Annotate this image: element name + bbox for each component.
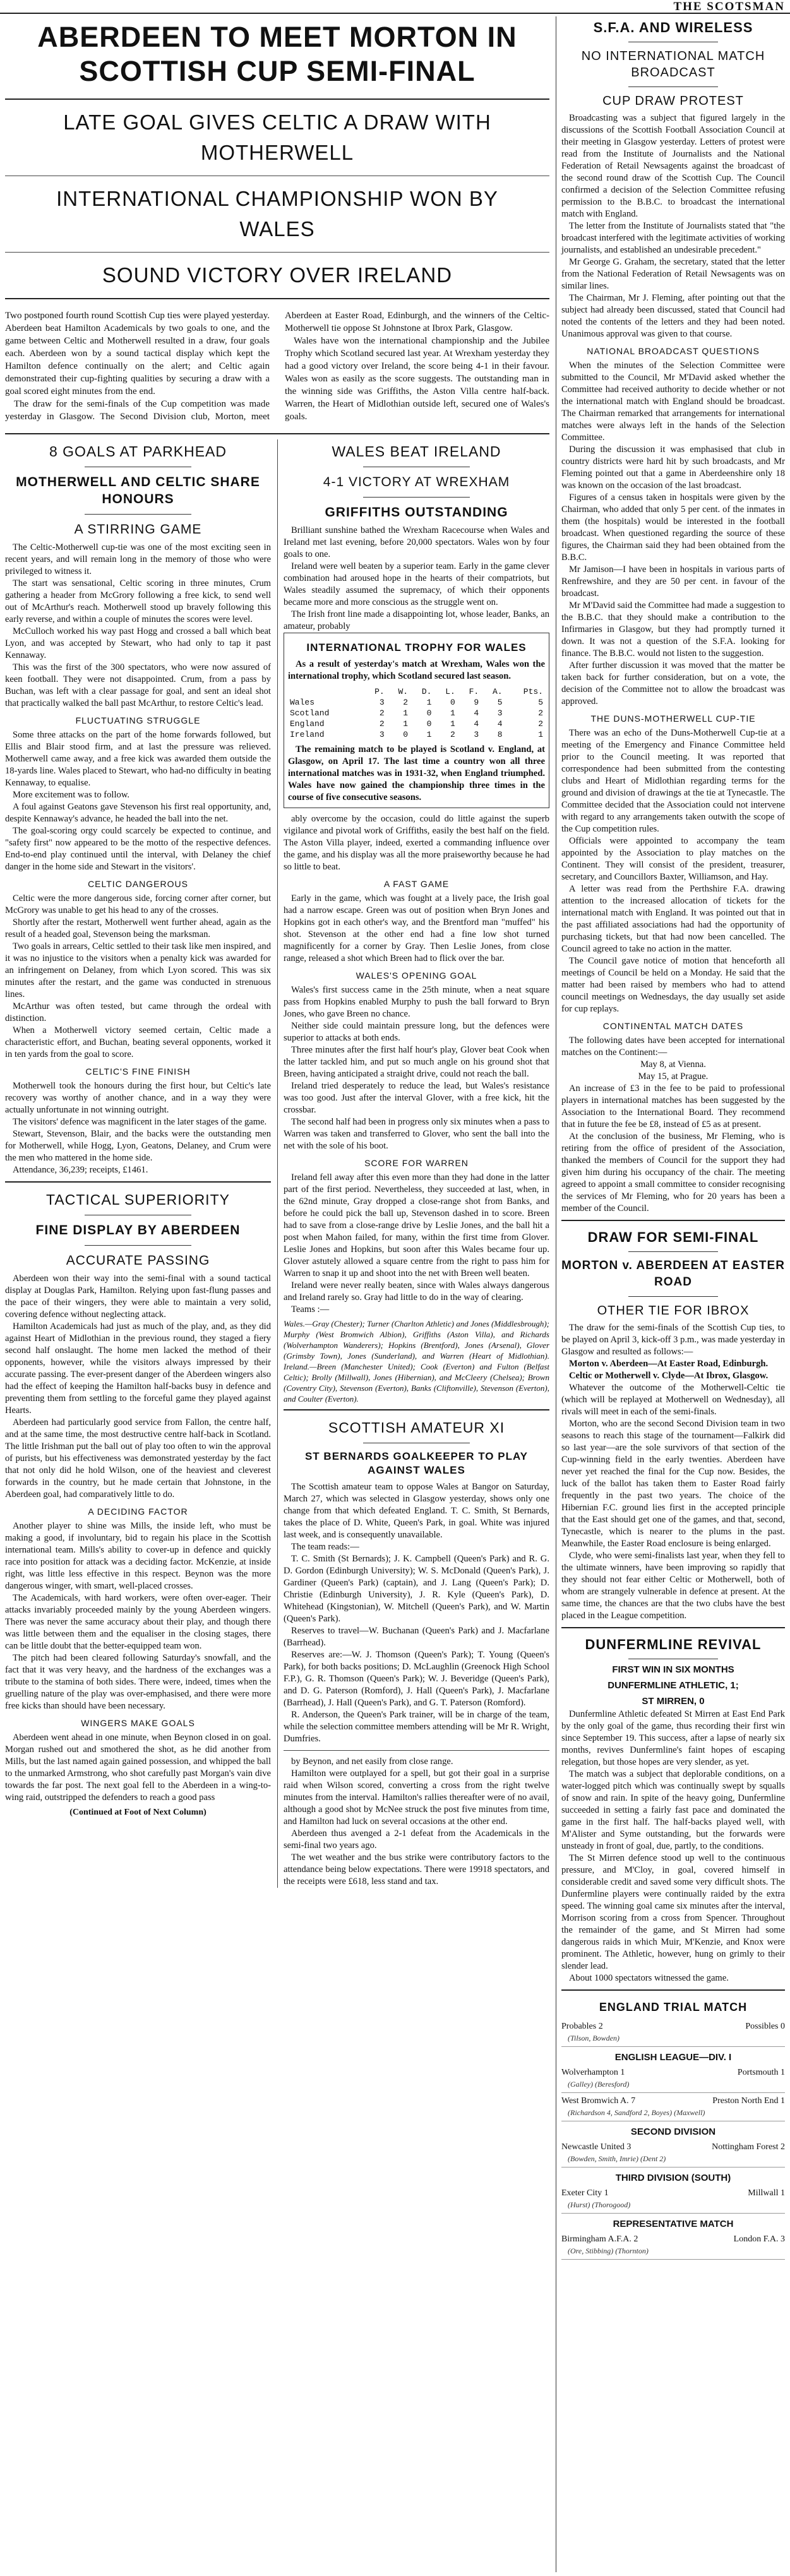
- article-columns: [5, 439, 549, 1888]
- subheadline-celtic: LATE GOAL GIVES CELTIC A DRAW WITH MOTHERWELL: [63, 110, 491, 164]
- paragraph: The second half had been in progress only six minutes when a pass to Warren was taken and transferred to Glover, who sent the ball into the net with the sole of his boot.: [284, 1117, 549, 1151]
- table-cell: 1: [403, 708, 409, 718]
- table-cell: 1: [538, 730, 543, 739]
- divider: [561, 1989, 785, 1991]
- box-intro: [288, 659, 545, 683]
- table-header: Pts.: [523, 687, 543, 696]
- table-cell: 2: [403, 698, 409, 707]
- paragraph: A foul against Geatons gave Stevenson his first real opportunity, and, despite Kennaway's advance, he headed the ball into the net.: [5, 802, 271, 824]
- article-subhead: ST BERNARDS GOALKEEPER TO PLAY AGAINST WALES: [304, 1450, 529, 1476]
- paragraph: Ireland were well beaten by a superior team. Early in the game clever combination had aroused hope in the hearts of their compatriots, but Wales steadily assumed the supremacy, of which their opponents became more and more conscious as the struggle went on.: [284, 561, 549, 607]
- paragraph: The visitors' defence was magnificent in the later stages of the game.: [13, 1117, 267, 1127]
- paragraph: The match was a subject that deplorable conditions, on a water-logged pitch which was continually swept by squalls of snow and rain. In spite of the heavy going, Dunfermline succeeded in setting a fairly fast pace and dominated the game in the first half. The half-backs played well, with M'Alister and Syme outstanding, but the forwards were unsteady in front of goal, due, partly, to the conditions.: [561, 1769, 785, 1851]
- divider: [5, 98, 549, 100]
- article-head: DRAW FOR SEMI-FINAL: [587, 1229, 759, 1245]
- result-home-team: Probables 2: [561, 2022, 603, 2031]
- result-away-team: Portsmouth 1: [737, 2068, 785, 2077]
- paragraph: At the conclusion of the business, Mr Fleming, who is retiring from the office of president of the Association, thanked the members of Council for the support they had given him during his occupancy of the chair. The meeting agreed to appoint a small committee to consider recognising the services of Mr Fleming, who for 20 years has been a member of the Council.: [561, 1131, 785, 1213]
- rule: [363, 497, 469, 498]
- table-cell: 5: [538, 698, 543, 707]
- box-outro: [288, 744, 545, 804]
- paragraph: Reserves to travel—W. Buchanan (Queen's Park) and J. Macfarlane (Barrhead).: [284, 1626, 549, 1648]
- table-cell: 4: [474, 719, 479, 729]
- result-away: ST MIRREN, 0: [642, 1696, 705, 1707]
- crosshead: SCORE FOR WARREN: [364, 1158, 469, 1168]
- result-scorers: (Tilson, Bowden): [568, 2034, 620, 2042]
- article-head: WALES BEAT IRELAND: [332, 443, 501, 460]
- paragraph: This was the first of the 300 spectators, who were now assured of keen football. They were not disappointed. Crum, from a pass by Buchan, was left with a clear passage for goal, and sent an ideal shot that practically walked the ball past McArthur, to restore Celtic's lead.: [5, 662, 271, 708]
- paragraph: Shortly after the restart, Motherwell went further ahead, again as the result of a headed goal, Stevenson being the marksman.: [5, 917, 271, 939]
- results-section-head: REPRESENTATIVE MATCH: [613, 2219, 734, 2229]
- paragraph: Three minutes after the first half hour's play, Glover beat Cook when the latter tackled him, and put so much angle on his ground shot that Breen, having anticipated a straight drive, could not reach the ball.: [284, 1045, 549, 1079]
- paragraph: Whatever the outcome of the Motherwell-Celtic tie (which will be replayed at Motherwell on Wednesday), all rivals will meet in each of the semi-finals.: [561, 1383, 785, 1417]
- crosshead: NATIONAL BROADCAST QUESTIONS: [587, 346, 760, 356]
- paragraph: After further discussion it was moved that the matter be taken back for further consideration, but on a vote, the decision of the Committee not to allow the broadcast was approved.: [561, 660, 785, 707]
- subheadline-wales: INTERNATIONAL CHAMPIONSHIP WON BY WALES: [56, 187, 498, 241]
- divider: [5, 433, 549, 434]
- paragraph: Ireland tried desperately to reduce the lead, but Wales's resistance was too good. Just after the interval Glover, with a free kick, hit the crossbar.: [284, 1081, 549, 1115]
- crosshead: A DECIDING FACTOR: [88, 1506, 188, 1517]
- divider: [561, 1627, 785, 1628]
- masthead: THE SCOTSMAN: [673, 0, 785, 13]
- result-scorers: (Hurst) (Thorogood): [568, 2200, 631, 2209]
- result-away-team: London F.A. 3: [733, 2234, 785, 2244]
- table-cell: 2: [379, 719, 385, 729]
- article-body: [561, 112, 785, 1215]
- table-row: [288, 708, 545, 719]
- article-subhead: A STIRRING GAME: [74, 522, 202, 537]
- result-away-team: Possibles 0: [745, 2022, 785, 2031]
- results-section-head: SECOND DIVISION: [630, 2126, 716, 2137]
- intro-paragraph: The draw for the semi-finals of the Cup competition was made yesterday in Glasgow. The Second Division club, Morton, meet Aberdeen at Easter Road, Edinburgh, and the winners of the Celtic-Motherwell tie oppose St Johnstone at Ibrox Park, Glasgow.: [5, 311, 549, 422]
- result-row: [561, 2018, 785, 2047]
- result-row: [561, 2185, 785, 2214]
- paragraph: Clyde, who were semi-finalists last year, when they fell to the ultimate winners, have been improving so rapidly that they should not fear either Celtic or Motherwell, both of whom are strangely vulnerable in defence at present. At the same time, the chances are that the two clubs have the best placed in the League competition.: [561, 1551, 785, 1621]
- table-header: F.: [469, 687, 479, 696]
- paragraph: McCulloch worked his way past Hogg and crossed a ball which beat Lyon, and was accepted by Stewart, who had only to tap it past Kennaway.: [5, 626, 271, 660]
- paragraph: Wales's first success came in the 25th minute, when a neat square pass from Hopkins enabled Murphy to push the ball forward to Bryn Jones, who gave Breen no chance.: [284, 985, 549, 1019]
- column-parkhead: [5, 439, 271, 1888]
- rule: [85, 514, 191, 515]
- table-header-row: [288, 686, 545, 697]
- rule: [628, 86, 718, 87]
- paragraph: The team reads:—: [291, 1542, 359, 1552]
- paragraph: Another player to shine was Mills, the inside left, who must be making a good, if involuntary, bid to regain his place in the Scottish international team. Mills's ability to cover-up in defence and quickly race into position for attack was a deciding factor. McKenzie, at inside right, was little less effective in this respect. Beynon was the more dangerous winger, with smart, well-placed crosses.: [5, 1521, 271, 1591]
- table-cell: Scotland: [290, 708, 330, 718]
- paragraph: The Academicals, with hard workers, were often over-eager. Their attacks invariably proceeded mainly by the young Aberdeen wingers. There was never the same accuracy about their play, and though there was little between them and the equaliser in the closing stages, there can be little doubt that the better-equipped team won.: [5, 1593, 271, 1651]
- intro-paragraph: Two postponed fourth round Scottish Cup ties were played yesterday. Aberdeen beat Hamilton Academicals by two goals to one, and the game between Celtic and Motherwell resulted in a draw, four goals each. Aberdeen won by a sound tactical display which kept the Hamilton defence continually on the alert; and Celtic again demonstrated their cup-fighting qualities by securing a draw with a goal scored eight minutes from the end.: [5, 311, 270, 397]
- subheadline-ireland: SOUND VICTORY OVER IRELAND: [102, 263, 453, 287]
- paragraph: Attendance, 36,239; receipts, £1461.: [13, 1165, 148, 1175]
- article-subhead: FIRST WIN IN SIX MONTHS: [612, 1664, 734, 1675]
- paragraph: Ireland fell away after this even more than they had done in the latter part of the first period. Nevertheless, they succeeded at last, when, in the 62nd minute, Gray dropped a close-range shot from Banks, and before he could pick the ball up, Stevenson dashed in to score. Breen had to save from a close-range drive by Leslie Jones, and the ball hit a post when Mahon failed, for many, within the first time from Glover. Leslie Jones and Hopkins, but soon after this Wales became four up. Glover astutely allowed a square centre from the right to pass him for Warren to snap it up and shoot into the net with Breen well beaten.: [284, 1172, 549, 1279]
- team-lineups: Wales.—Gray (Chester); Turner (Charlton Athletic) and Jones (Middlesbrough); Murphy (West Bromwich Albion), Griffiths (Aston Villa), and Richards (Wolverhampton Wanderers); Hopkins (Brentford), Jones (Arsenal), Glover (Grimsby Town), Jones (Sunderland), and Warren (Heart of Midlothian). Ireland.—Breen (Manchester United); Cook (Everton) and Fulton (Belfast Celtic); Brolly (Millwall), Jones (Hibernian), and McCleery (Chelsea); Brown (Coventry City), Stevenson (Everton), Banks (Cliftonville), Stevenson (Everton), and Coulter (Everton).: [284, 1319, 549, 1404]
- table-cell: 2: [379, 708, 385, 718]
- table-cell: 0: [426, 708, 432, 718]
- result-home-team: West Bromwich A. 7: [561, 2096, 636, 2106]
- table-header: P.: [374, 687, 385, 696]
- result-home-team: Wolverhampton 1: [561, 2068, 625, 2077]
- table-header: A.: [492, 687, 503, 696]
- article-body: [5, 1273, 271, 1804]
- paragraph: Stewart, Stevenson, Blair, and the backs were the outstanding men for Motherwell, while Hogg, Lyon, Geatons, Delaney, and Crum were the men who mattered in the home side.: [5, 1129, 271, 1163]
- box-head: INTERNATIONAL TROPHY FOR WALES: [306, 641, 527, 653]
- result-row: [561, 2093, 785, 2121]
- crosshead: WINGERS MAKE GOALS: [81, 1718, 195, 1728]
- divider: [5, 298, 549, 299]
- paragraph: A letter was read from the Perthshire F.A. drawing attention to the increased allocation of tickets for the international match with England. It was pointed out that in the past affiliated associations had had the opportunity of purchasing tickets, but that had now been cancelled. The Council agreed to take no action in the matter.: [561, 884, 785, 954]
- article-subhead: GRIFFITHS OUTSTANDING: [325, 505, 508, 520]
- result-home-team: Newcastle United 3: [561, 2142, 631, 2152]
- table-cell: England: [290, 719, 325, 729]
- rule: [628, 1251, 718, 1252]
- table-cell: Wales: [290, 698, 315, 707]
- article-subhead: CUP DRAW PROTEST: [602, 94, 744, 108]
- article-head: 8 GOALS AT PARKHEAD: [49, 443, 227, 460]
- results-section-head: THIRD DIVISION (SOUTH): [615, 2173, 731, 2183]
- crosshead: CONTINENTAL MATCH DATES: [602, 1021, 744, 1031]
- paragraph: During the discussion it was emphasised that club in country districts were hard hit by such broadcasts, and Mr Fleming pointed out that a game in Aberdeenshire only 18 was known on the occasion of the last broadcast.: [561, 444, 785, 491]
- article-head: SCOTTISH AMATEUR XI: [328, 1419, 505, 1436]
- table-cell: 3: [379, 730, 385, 739]
- result-scorers: (Galley) (Beresford): [568, 2080, 630, 2089]
- rule: [85, 1245, 191, 1246]
- crosshead: THE DUNS-MOTHERWELL CUP-TIE: [590, 713, 756, 724]
- table-cell: 5: [497, 698, 503, 707]
- article-body: [561, 1708, 785, 1984]
- table-cell: 1: [426, 730, 432, 739]
- result-row: [561, 2139, 785, 2168]
- paragraph: Ireland were never really beaten, since with Wales always dangerous and Ireland rarely so. Gray had little to do in the way of clearing.: [284, 1280, 549, 1303]
- left-section: [5, 16, 549, 2572]
- article-body: [284, 813, 549, 1316]
- continued-note: (Continued at Foot of Next Column): [69, 1808, 206, 1817]
- paragraph: Figures of a census taken in hospitals were given by the Chairman, who added that only 5 per cent. of the inmates in them (the hospitals) would be interested in the football broadcast. When questioned regarding the source of these figures, the Chairman said they had been obtained from the B.B.C.: [561, 492, 785, 563]
- paragraph: McArthur was often tested, but came through the ordeal with distinction.: [5, 1001, 271, 1023]
- paragraph: About 1000 spectators witnessed the game.: [569, 1973, 729, 1983]
- crosshead: CELTIC DANGEROUS: [88, 879, 188, 889]
- table-cell: 0: [403, 730, 409, 739]
- paragraph: Motherwell took the honours during the first hour, but Celtic's late recovery was worthy of another chance, and in a way they were actually unfortunate in not winning outright.: [5, 1081, 271, 1115]
- paragraph: Hamilton were outplayed for a spell, but got their goal in a surprise raid when Wilson scored, converting a cross from the right twelve minutes from the interval. Hamilton's rallies thereafter were of no avail, although a good shot by McNee struck the post five minutes from time, and Hamilton had luck on several occasions at the other end.: [284, 1768, 549, 1827]
- paragraph: T. C. Smith (St Bernards); J. K. Campbell (Queen's Park) and R. G. D. Gordon (Edinburgh University); W. S. McDonald (Queen's Park), J. Gardiner (Queen's Park) (captain), and J. Lang (Queen's Park); D. Christie (Edinburgh University), J. R. Kyle (Queen's Park), D. Whitehead (Kingstonian), W. Mitchell (Queen's Park), and W. Martin (Queen's Park).: [284, 1554, 549, 1624]
- table-cell: 0: [450, 698, 455, 707]
- paragraph: Morton v. Aberdeen—At Easter Road, Edinburgh.: [569, 1359, 769, 1369]
- crosshead: CELTIC'S FINE FINISH: [85, 1066, 191, 1076]
- paragraph: As a result of yesterday's match at Wrexham, Wales won the international trophy, which Scotland secured last season.: [288, 659, 545, 681]
- table-header: L.: [445, 687, 455, 696]
- paragraph: The Chairman, Mr J. Fleming, after pointing out that the subject had already been discussed, stated that Council had noted the contents of the letters and they had been noted. Unanimous approval was given to that course.: [561, 293, 785, 339]
- article-body: [561, 1322, 785, 1622]
- paragraph: There was an echo of the Duns-Motherwell Cup-tie at a meeting of the Emergency and Finance Committee held prior to the Council meeting. It was reported that correspondence had been submitted from the contesting clubs and Heart of Midlothian regarding terms for the ground and division of drawings at the tie at Tynecastle. The Committee decided that the Association could not intervene with regard to any arrangements taken outwith the scope of the Cup competition rules.: [561, 728, 785, 834]
- result-away-team: Millwall 1: [748, 2188, 785, 2198]
- paragraph: Teams :—: [291, 1304, 330, 1315]
- results-section-head: ENGLISH LEAGUE—DIV. I: [614, 2052, 732, 2063]
- table-row: [288, 697, 545, 708]
- paragraph: Celtic were the more dangerous side, forcing corner after corner, but McGrory was unable to get his head to any of the crosses.: [5, 893, 271, 915]
- paragraph: Neither side could maintain pressure long, but the defences were superior to attacks at both ends.: [284, 1021, 549, 1043]
- article-subhead: NO INTERNATIONAL MATCH BROADCAST: [581, 49, 765, 80]
- table-header: [288, 686, 362, 697]
- table-cell: 4: [497, 719, 503, 729]
- divider: [5, 1181, 271, 1183]
- article-subhead: OTHER TIE FOR IBROX: [597, 1304, 750, 1318]
- paragraph: The start was sensational, Celtic scoring in three minutes, Crum gathering a header from McGrory following a free kick, to send well out of McArthur's reach. Motherwell stood up bravely following this early reverse, and within a couple of minutes the scores were level.: [5, 578, 271, 624]
- article-head: DUNFERMLINE REVIVAL: [585, 1637, 762, 1652]
- article-subhead: ACCURATE PASSING: [66, 1253, 210, 1268]
- paragraph: More excitement was to follow.: [13, 790, 130, 800]
- article-body: [284, 525, 549, 633]
- result-scorers: (Richardson 4, Sandford 2, Boyes) (Maxwell): [568, 2108, 705, 2117]
- result-home-team: Exeter City 1: [561, 2188, 609, 2198]
- paragraph: Broadcasting was a subject that figured largely in the discussions of the Scottish Football Association Council at their meeting in Glasgow yesterday. Letters of protest were read from the Institute of Journalists and the National Federation of Retail Newsagents against the broadcast of the second round draw of the Scottish Cup. The Council confirmed a decision of the Selection Committee refusing permission to the B.B.C. to broadcast the international match with England.: [561, 113, 785, 219]
- table-header: W.: [398, 687, 409, 696]
- paragraph: The goal-scoring orgy could scarcely be expected to continue, and "safety first" now appeared to be the motto of the respective defences. End-to-end play continued until the interval, with Delaney the chief danger in the home side and Stewart in the visitors'.: [5, 826, 271, 872]
- article-subhead: 4-1 VICTORY AT WREXHAM: [323, 475, 510, 489]
- result-home-team: Birmingham A.F.A. 2: [561, 2234, 638, 2244]
- crosshead: WALES'S OPENING GOAL: [356, 970, 477, 981]
- result-scorers: (Bowden, Smith, Imrie) (Dent 2): [568, 2154, 666, 2163]
- paragraph: Aberdeen thus avenged a 2-1 defeat from the Academicals in the semi-final two years ago.: [284, 1828, 549, 1851]
- article-body: [5, 542, 271, 1176]
- table-cell: 9: [474, 698, 479, 707]
- divider: [5, 252, 549, 253]
- divider: [561, 1220, 785, 1221]
- table-cell: 8: [497, 730, 503, 739]
- divider: [284, 1750, 549, 1751]
- result-home: DUNFERMLINE ATHLETIC, 1;: [607, 1680, 739, 1691]
- paragraph: Aberdeen went ahead in one minute, when Beynon closed in on goal. Morgan rushed out and smothered the shot, as he did another from Mills, but the last named again gained possession, and whipped the ball to the unmarked Armstrong, who shot carefully past Morgan's vain dive towards the far post. The next goal fell to the Aberdeen in a wing-to-wing raid, outstripped the defenders to reach a good pass: [5, 1732, 271, 1803]
- crosshead: A FAST GAME: [383, 879, 450, 889]
- table-cell: 2: [538, 719, 543, 729]
- paragraph: Hamilton Academicals had just as much of the play, and, as they did against Heart of Midlothian in the previous round, they staged a fiery second half onslaught. The home men lacked the method of their opponents, however, while the visitors always impressed by their accurate passing. The ever-present danger of the Aberdeen wingers also had the effect of keeping the Hamilton half-backs busy in defence and preventing them from settling to the forceful game they played against Hearts.: [5, 1321, 271, 1416]
- top-bar: [0, 0, 790, 14]
- paragraph: Celtic or Motherwell v. Clyde—At Ibrox, Glasgow.: [569, 1371, 769, 1381]
- article-subhead: MORTON v. ABERDEEN AT EASTER ROAD: [561, 1259, 785, 1289]
- result-away-team: Preston North End 1: [712, 2096, 785, 2106]
- result-row: [561, 2231, 785, 2260]
- table-cell: 3: [497, 708, 503, 718]
- paragraph: An increase of £3 in the fee to be paid to professional players in international matches has been suggested by the Association to the International Board. They recommend that in future the fee be £8, instead of £5 as at present.: [561, 1083, 785, 1130]
- paragraph: Some three attacks on the part of the home forwards followed, but Ellis and Blair stood firm, and at last the pressure was relieved. Motherwell came away, and a free kick was awarded them outside the 18-yards line. Wales placed to Stewart, who had-no difficulty in beating Kennaway, to equalise.: [5, 730, 271, 788]
- paragraph: The wet weather and the bus strike were contributory factors to the attendance being below expectations. There were 19918 spectators, and the receipts were £618, less stand and tax.: [284, 1852, 549, 1887]
- paragraph: Aberdeen won their way into the semi-final with a sound tactical display at Douglas Park, Hamilton. Relying upon fast-flung passes and the pace of their wingers, they were able to maintain a very solid, covering defence without neglecting attack.: [5, 1273, 271, 1320]
- paragraph: May 8, at Vienna.: [640, 1059, 706, 1070]
- main-headline: ABERDEEN TO MEET MORTON IN SCOTTISH CUP SEMI-FINAL: [37, 21, 517, 87]
- paragraph: Mr Jamison—I have been in hospitals in various parts of Renfrewshire, and they are 50 per cent. in favour of the broadcast.: [561, 564, 785, 599]
- table-cell: 4: [474, 708, 479, 718]
- paragraph: May 15, at Prague.: [638, 1071, 709, 1082]
- paragraph: by Beynon, and net easily from close range.: [291, 1756, 453, 1767]
- paragraph: Two goals in arrears, Celtic settled to their task like men inspired, and it was no injustice to the visitors when a penalty kick was awarded for an infringement on Delaney, from which Lyon scored. This was six minutes after the restart, and the game was conducted in strenuous lines.: [5, 941, 271, 999]
- paragraph: ably overcome by the occasion, could do little against the superb vigilance and pivotal work of Griffiths, easily the best half on the field. The Aston Villa player, indeed, exerted a commanding influence over the game, and his display was all the more praiseworthy because he had so little to beat.: [284, 814, 549, 872]
- results-list: [561, 2018, 785, 2260]
- trophy-box: [284, 633, 549, 808]
- table-cell: 3: [379, 698, 385, 707]
- paragraph: Morton, who are the second Second Division team in two seasons to reach this stage of the tournament—Falkirk did so last year—are the sole survivors of that section of the Cup-winning field in the early twenties. Aberdeen have never yet reached the final for the Cup now. Besides, the luck of the ballot has taken them to Easter Road fairly frequently in the past two years. The choice of the Hibernian F.C. ground lies first in the accepted principle that the East should get one of the games, and that, second, Tynecastle, which is nearer to the plums in the past. Meanwhile, the Easter Road enclosure is being enlarged.: [561, 1419, 785, 1549]
- table-cell: 2: [538, 708, 543, 718]
- paragraph: Mr M'David said the Committee had made a suggestion to the B.B.C. that they should make a contribution to the Infirmaries in Glasgow, but they had promptly turned it down. It was not a question of the S.F.A. looking for finance. The B.B.C. would not listen to the suggestion.: [561, 600, 785, 659]
- table-cell: 0: [426, 719, 432, 729]
- table-row: [288, 729, 545, 740]
- table-cell: 2: [450, 730, 455, 739]
- paragraph: The draw for the semi-finals of the Scottish Cup ties, to be played on April 3, kick-off 3 p.m., was made yesterday in Glasgow and resulted as follows:—: [561, 1323, 785, 1357]
- table-row: [288, 719, 545, 729]
- article-subhead: MOTHERWELL AND CELTIC SHARE HONOURS: [16, 475, 260, 506]
- table-header: D.: [421, 687, 432, 696]
- rule: [628, 1296, 718, 1297]
- paragraph: Mr George G. Graham, the secretary, stated that the letter from the National Federation of Retail Newsagents was on similar lines.: [561, 257, 785, 291]
- table-cell: 3: [474, 730, 479, 739]
- paragraph: The following dates have been accepted for international matches on the Continent:—: [561, 1035, 785, 1058]
- paragraph: The pitch had been cleared following Saturday's snowfall, and the fact that it was very heavy, and the hardness of the exchanges was a tribute to the stamina of both sides. There were, indeed, times when the gruelling nature of the play was over-emphasised, and there were more free kicks than should have been necessary.: [5, 1653, 271, 1711]
- paragraph: When the minutes of the Selection Committee were submitted to the Council, Mr M'David asked whether the Committee had received authority to decide whether or not the international match with England should be broadcast. The Chairman remarked that arrangements for international matches were always left in the hands of the Selection Committee.: [561, 361, 785, 443]
- paragraph: The remaining match to be played is Scotland v. England, at Glasgow, on April 17. The last time a country won all three international matches was in 1931-32, when England triumphed. Wales have now gained the championship three times in the course of five consecutive seasons.: [288, 744, 545, 802]
- table-cell: 1: [450, 719, 455, 729]
- paragraph: Brilliant sunshine bathed the Wrexham Racecourse when Wales and Ireland met last evening, before 20,000 spectators. Wales won by four goals to one.: [284, 525, 549, 559]
- paragraph: The Celtic-Motherwell cup-tie was one of the most exciting seen in recent years, and will remain long in the memory of those who were privileged to witness it.: [5, 542, 271, 576]
- table-cell: 1: [426, 698, 432, 707]
- column-wales: [277, 439, 549, 1888]
- paragraph: The Scottish amateur team to oppose Wales at Bangor on Saturday, March 27, which was selected in Glasgow yesterday, shows only one change from that which defeated England. T. C. Smith, St Bernards, takes the place of D. White, Queen's Park, in goal. White was injured last week, and is consequently unavailable.: [284, 1482, 549, 1540]
- table-cell: 1: [403, 719, 409, 729]
- result-scorers: (Ore, Stibbing) (Thornton): [568, 2246, 649, 2255]
- paragraph: Aberdeen had particularly good service from Fallon, the centre half, and at the same time, the most destructive centre half-back in Scotland. The little Irishman put the ball out of play too often to win the approval of purists, but his effectiveness was demonstrated yesterday by the fact that not only did he hold Wilson, one of the heaviest and cleverest forwards in the country, but he made certain that Johnstone, in the Aberdeen goal, had comparatively little to do.: [5, 1417, 271, 1500]
- result-row: [561, 2065, 785, 2093]
- paragraph: Reserves are:—W. J. Thomson (Queen's Park); T. Young (Queen's Park), for both backs positions; D. McLaughlin (Greenock High School F.P.), G. R. Thomson (Queen's Park); W. J. Beveridge (Queen's Park), and D. G. Paterson (Romford), J. Hall (Queen's Park), J. Macfarlane (Barrhead), J. Hall (Queen's Park), and G. T. Paterson (Romford).: [284, 1650, 549, 1708]
- article-subhead: FINE DISPLAY BY ABERDEEN: [35, 1223, 241, 1237]
- table-cell: Ireland: [290, 730, 325, 739]
- result-away-team: Nottingham Forest 2: [712, 2142, 785, 2152]
- paragraph: The Irish front line made a disappointing lot, whose leader, Banks, an amateur, probably: [284, 609, 549, 631]
- divider: [284, 1409, 549, 1410]
- article-body: [284, 1481, 549, 1745]
- paragraph: When a Motherwell victory seemed certain, Celtic made a characteristic effort, and Buchan, beating several opponents, worked it in ten yards from the goal to score.: [5, 1025, 271, 1059]
- paragraph: The letter from the Institute of Journalists stated that "the broadcast interfered with the legitimate activities of working journalists, and established an undesirable precedent.": [561, 221, 785, 255]
- paragraph: R. Anderson, the Queen's Park trainer, will be in charge of the team, while the selection committee members attending will be Mr R. Wright, Dumfries.: [284, 1710, 549, 1744]
- article-head: ENGLAND TRIAL MATCH: [599, 2001, 748, 2013]
- intro-paragraph: Wales have won the international championship and the Jubilee Trophy which Scotland secured last year. At Wrexham yesterday they had a good victory over Ireland, the score being 4-1 in their favour. Wales won as easily as the score suggests. The outstanding man in the winning side was Griffiths, the Aston Villa centre half-back. Warren, the Heart of Midlothian outside left, secured one of Wales's goals.: [285, 336, 549, 422]
- article-head: TACTICAL SUPERIORITY: [46, 1191, 230, 1208]
- article-head: S.F.A. AND WIRELESS: [593, 20, 753, 35]
- table-cell: 1: [450, 708, 455, 718]
- league-table: [288, 686, 545, 740]
- paragraph: Dunfermline Athletic defeated St Mirren at East End Park by the only goal of the game, thus recording their first win since September 19. This success, after a lapse of nearly six months, revives Dunfermline's faint hopes of escaping relegation, but those hopes are very slender, as yet.: [561, 1709, 785, 1767]
- crosshead: FLUCTUATING STRUGGLE: [75, 715, 201, 725]
- paragraph: The Council gave notice of motion that henceforth all meetings of Council be held on a Monday. He said that the matter had been raised by members who had to attend council meetings on Wednesdays, the day usually set aside for cup replays.: [561, 956, 785, 1014]
- paragraph: Early in the game, which was fought at a lively pace, the Irish goal had a narrow escape. Green was out of position when Bryn Jones and Hopkins got in each other's way, and the Brentford man "muffed" his shot. Stevenson at the other end had a fine low shot turned magnificently for a corner by Gray. Then Leslie Jones, from close range, released a shot which Breen had to flick over the bar.: [284, 893, 549, 963]
- intro-text: [5, 304, 549, 428]
- right-column: [556, 16, 785, 2572]
- paragraph: The St Mirren defence stood up well to the continuous pressure, and M'Cloy, in goal, covered himself in considerable credit and saved some very difficult shots. The Dunfermline players were continually raided by the extra speed. The winning goal came six minutes after the interval, Morrison scoring from a cross from Spencer. Throughout the remainder of the game, and St Mirren had some dangerous raids in which Muir, M'Kenzie, and Knox were prominent. The Athletic, however, hung on grimly to their slender lead.: [561, 1853, 785, 1971]
- article-body: [284, 1756, 549, 1888]
- paragraph: Officials were appointed to accompany the team appointed by the Association to play matches on the Continent. They will consist of the president, treasurer, secretary, and Councillors Baxter, Williamson, and Hay.: [561, 836, 785, 882]
